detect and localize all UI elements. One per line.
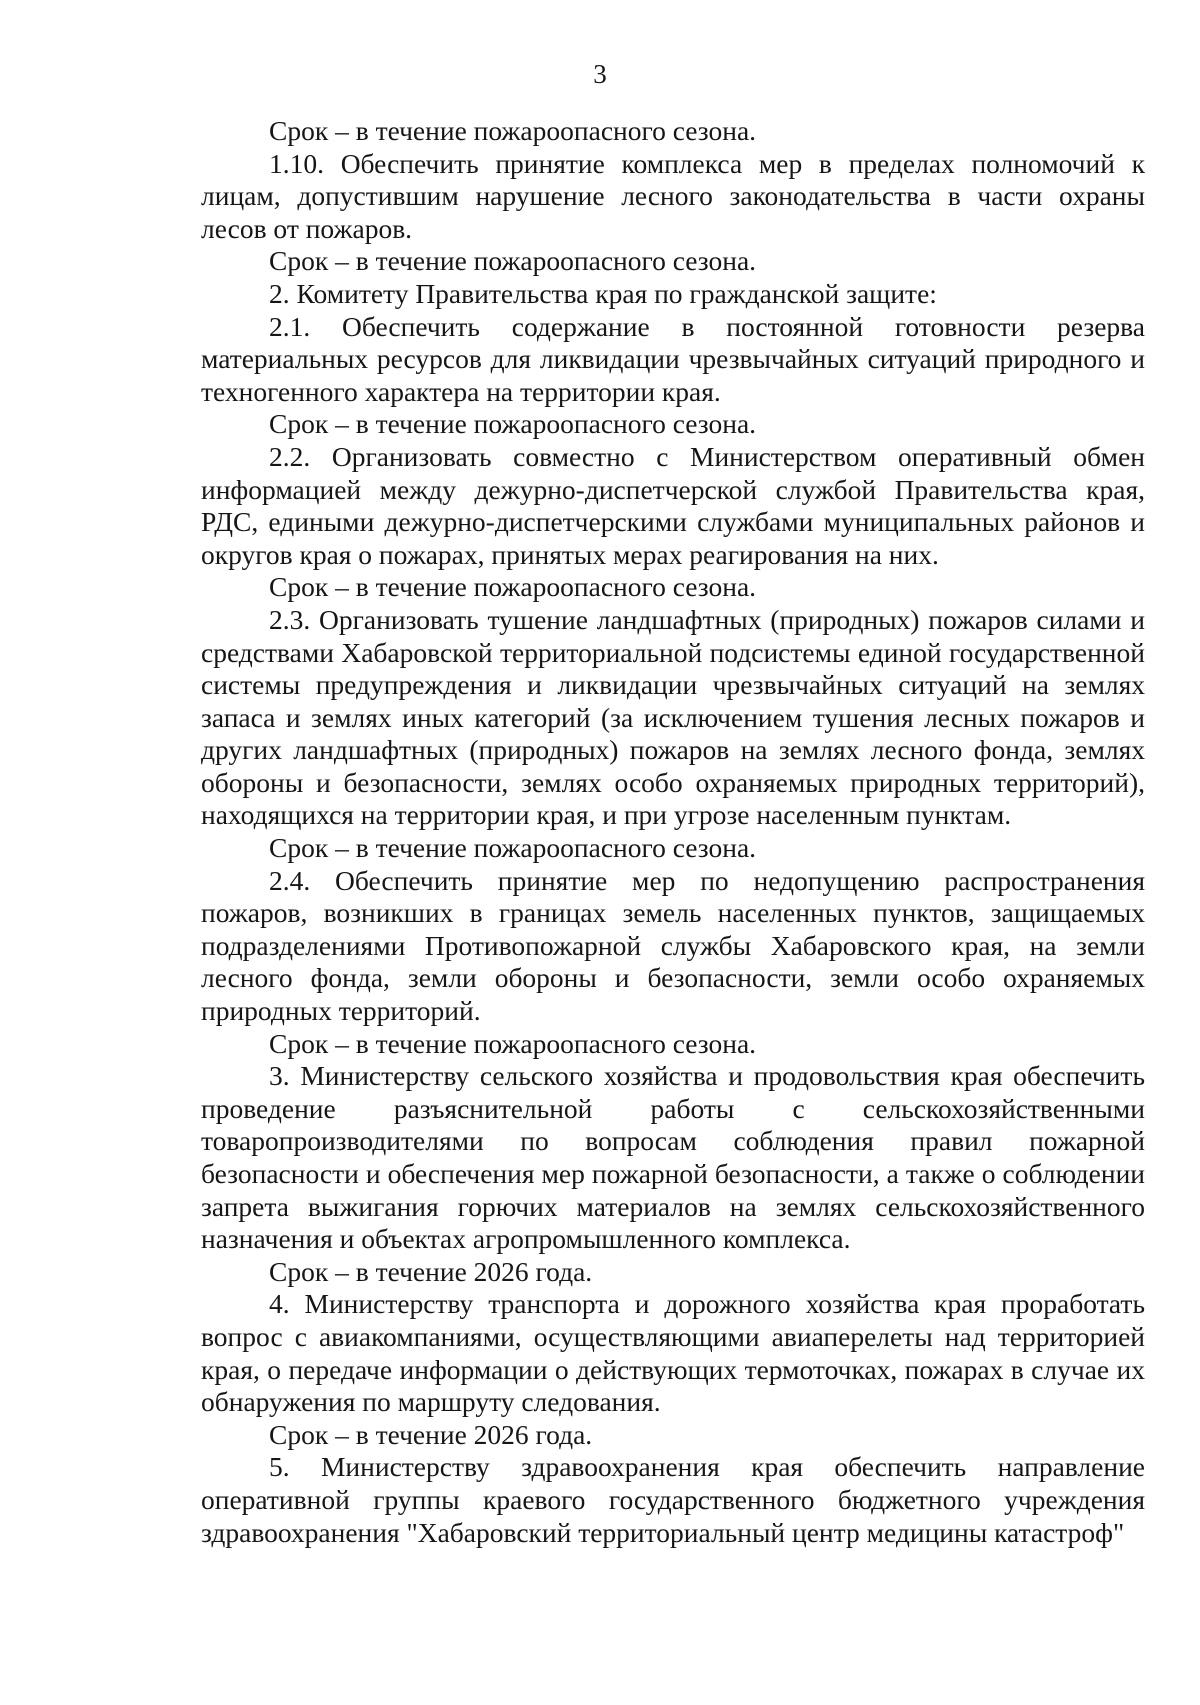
document-body [201,115,1145,1549]
deadline-paragraph: Срок – в течение 2026 года. [269,1418,593,1450]
deadline-paragraph: Срок – в течение пожароопасного сезона. [269,832,757,864]
deadline-paragraph: Срок – в течение пожароопасного сезона. [269,408,757,440]
deadline-paragraph: Срок – в течение пожароопасного сезона. [269,1027,757,1059]
deadline-paragraph: Срок – в течение пожароопасного сезона. [269,245,757,277]
clause-3: 3. Министерству сельского хозяйства и продовольствия края обеспечить проведение разъяснительной работы с сельскохозяйственными товаропроизводителями по вопросам соблюдения правил пожарной безопасности и обеспечения мер пожарной безопасности, а также о соблюдении запрета выжигания горючих материалов на землях сельскохозяйственного назначения и объектах агропромышленного комплекса. [201,1060,1145,1255]
clause-2-2: 2.2. Организовать совместно с Министерством оперативный обмен информацией между дежурно-диспетчерской службой Правительства края, РДС, едиными дежурно-диспетчерскими службами муниципальных районов и округов края о пожарах, принятых мерах реагирования на них. [201,440,1145,570]
page-number: 3 [593,59,607,89]
clause-2-1: 2.1. Обеспечить содержание в постоянной готовности резерва материальных ресурсов для ликвидации чрезвычайных ситуаций природного и техногенного характера на территории края. [201,310,1145,407]
deadline-paragraph: Срок – в течение 2026 года. [269,1255,593,1287]
clause-1-10: 1.10. Обеспечить принятие комплекса мер в пределах полномочий к лицам, допустившим нарушение лесного законодательства в части охраны лесов от пожаров. [201,147,1145,244]
clause-5: 5. Министерству здравоохранения края обеспечить направление оперативной группы краевого государственного бюджетного учреждения здравоохранения "Хабаровский территориальный центр медицины катастроф" [201,1451,1145,1548]
clause-4: 4. Министерству транспорта и дорожного хозяйства края проработать вопрос с авиакомпаниями, осуществляющими авиаперелеты над территорией края, о передаче информации о действующих термоточках, пожарах в случае их обнаружения по маршруту следования. [201,1288,1145,1418]
clause-2-4: 2.4. Обеспечить принятие мер по недопущению распространения пожаров, возникших в границах земель населенных пунктов, защищаемых подразделениями Противопожарной службы Хабаровского края, на земли лесного фонда, земли обороны и безопасности, земли особо охраняемых природных территорий. [201,864,1145,1027]
deadline-paragraph: Срок – в течение пожароопасного сезона. [269,115,757,146]
deadline-paragraph: Срок – в течение пожароопасного сезона. [269,571,757,603]
clause-2-3: 2.3. Организовать тушение ландшафтных (природных) пожаров силами и средствами Хабаровской территориальной подсистемы единой государственной системы предупреждения и ликвидации чрезвычайных ситуаций на землях запаса и землях иных категорий (за исключением тушения лесных пожаров и других ландшафтных (природных) пожаров на землях лесного фонда, землях обороны и безопасности, землях особо охраняемых природных территорий), находящихся на территории края, и при угрозе населенным пунктам. [201,603,1145,831]
clause-2: 2. Комитету Правительства края по гражданской защите: [269,277,937,309]
